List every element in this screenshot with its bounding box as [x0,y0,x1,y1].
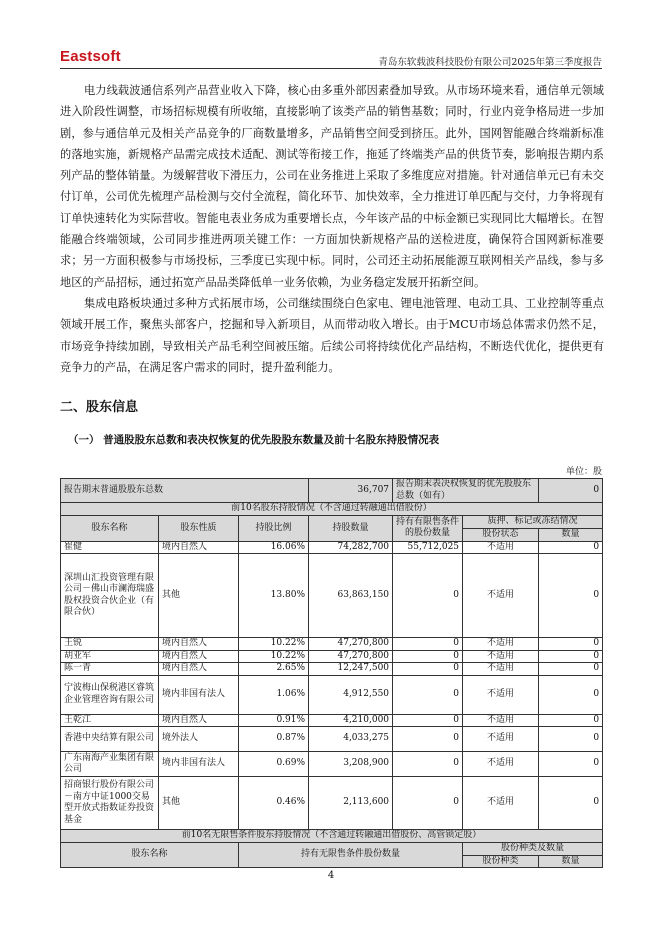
unrestricted-header-qty: 持有无限售条件股份数量 [239,843,463,868]
company-logo: Eastsoft [60,48,121,65]
pledge-quantity: 0 [539,650,603,663]
pledge-quantity: 0 [539,541,603,554]
restricted-shares: 0 [393,777,463,830]
shareholding-quantity: 4,912,550 [309,675,393,714]
pledge-quantity: 0 [539,675,603,714]
shareholding-ratio: 0.46% [239,777,309,830]
table-row [61,777,603,830]
table-row [61,675,603,714]
header-pledge-status: 股份状态 [463,529,539,542]
preferred-shareholders-label: 报告期末表决权恢复的优先股股东总数（如有） [393,479,539,503]
shareholder-name: 宁波梅山保税港区睿筑企业管理咨询有限公司 [61,675,159,714]
shareholder-name: 香港中央结算有限公司 [61,727,159,752]
summary-row [61,479,603,503]
restricted-shares: 0 [393,663,463,676]
shareholder-name: 广东南海产业集团有限公司 [61,752,159,777]
pledge-quantity: 0 [539,714,603,727]
shareholder-nature: 境内自然人 [159,650,239,663]
header-restricted: 持有有限售条件的股份数量 [393,516,463,542]
header-ratio: 持股比例 [239,516,309,542]
section-subtitle: （一） 普通股股东总数和表决权恢复的优先股股东数量及前十名股东持股情况表 [68,434,440,446]
pledge-status: 不适用 [463,541,539,554]
shareholding-ratio: 2.65% [239,663,309,676]
shareholding-quantity: 3,208,900 [309,752,393,777]
pledge-status: 不适用 [463,777,539,830]
shareholder-nature: 境内非国有法人 [159,675,239,714]
table-row [61,554,603,638]
preferred-shareholders-value: 0 [539,479,603,503]
table-row [61,727,603,752]
shareholder-table [60,478,603,868]
table-row [61,752,603,777]
pledge-quantity: 0 [539,554,603,638]
shareholding-ratio: 0.69% [239,752,309,777]
page-header [60,44,602,69]
paragraph-integrated-circuit: 集成电路板块通过多种方式拓展市场，公司继续围绕白色家电、锂电池管理、电动工具、工业控制等重点领域开展工作，聚焦头部客户，挖掘和导入新项目，从而带动收入增长。由于MCU市场总体需求仍然不足，市场竞争持续加剧，导致相关产品毛利空间被压缩。后续公司将持续优化产品结构，不断迭代优化，提供更有竞争力的产品，在满足客户需求的同时，提升盈利能力。 [60,297,604,374]
shareholder-name: 陈一青 [61,663,159,676]
table-row [61,663,603,676]
shareholding-quantity: 47,270,800 [309,638,393,651]
shareholding-ratio: 16.06% [239,541,309,554]
report-title: 青岛东软载波科技股份有限公司2025年第三季度报告 [378,57,602,68]
shareholder-nature: 其他 [159,777,239,830]
header-name: 股东名称 [61,516,159,542]
header-quantity: 持股数量 [309,516,393,542]
pledge-status: 不适用 [463,554,539,638]
unrestricted-header-row [61,843,603,856]
shareholder-nature: 境内非国有法人 [159,752,239,777]
table-row [61,638,603,651]
unrestricted-header-type: 股份种类 [463,855,539,868]
pledge-quantity: 0 [539,752,603,777]
shareholding-quantity: 74,282,700 [309,541,393,554]
page-number: 4 [327,870,335,881]
unrestricted-title-row [61,830,603,843]
pledge-status: 不适用 [463,663,539,676]
unrestricted-header-name: 股东名称 [61,843,239,868]
pledge-quantity: 0 [539,727,603,752]
shareholding-quantity: 4,033,275 [309,727,393,752]
header-pledge-group: 质押、标记或冻结情况 [463,516,603,529]
restricted-shares: 0 [393,675,463,714]
shareholding-ratio: 0.91% [239,714,309,727]
shareholding-quantity: 47,270,800 [309,650,393,663]
shareholding-ratio: 10.22% [239,650,309,663]
shareholder-name: 深圳山汇投资管理有限公司－佛山市澜海瑞盛股权投资合伙企业（有限合伙） [61,554,159,638]
shareholder-nature: 境内自然人 [159,714,239,727]
restricted-shares: 55,712,025 [393,541,463,554]
section-title: 二、股东信息 [60,400,139,415]
paragraph-power-line-carrier: 电力线载波通信系列产品营业收入下降，核心由多重外部因素叠加导致。从市场环境来看，通信单元领域进入阶段性调整，市场招标规模有所收缩，直接影响了该类产品的销售基数；同时，行业内竞争格局进一步加剧，参与通信单元及相关产品竞争的厂商数量增多，产品销售空间受到挤压。此外，国网智能融合终端新标准的落地实施，新规格产品需完成技术适配、测试等衔接工作，拖延了终端类产品的供货节奏，影响报告期内系列产品的整体销量。为缓解营收下滑压力，公司在业务推进上采取了多维度应对措施。针对通信单元已有未交付订单，公司优先梳理产品检测与交付全流程，简化环节、加快效率，全力推进订单匹配与交付，力争将现有订单快速转化为实际营收。智能电表业务成为重要增长点，今年该产品的中标金额已实现同比大幅增长。在智能融合终端领域，公司同步推进两项关键工作：一方面加快新规格产品的送检进度，确保符合国网新标准要求；另一方面积极参与市场投标，三季度已实现中标。同时，公司还主动拓展能源互联网相关产品线，参与多地区的产品招标，通过拓宽产品品类降低单一业务依赖，为业务稳定发展开拓新空间。 [60,84,604,289]
shareholder-name: 王锐 [61,638,159,651]
pledge-quantity: 0 [539,638,603,651]
header-row [61,516,603,529]
pledge-status: 不适用 [463,650,539,663]
header-nature: 股东性质 [159,516,239,542]
unrestricted-title: 前10名无限售条件股东持股情况（不含通过转融通出借股份、高管锁定股） [61,830,603,843]
table-row [61,650,603,663]
restricted-shares: 0 [393,752,463,777]
restricted-shares: 0 [393,554,463,638]
total-shareholders-value: 36,707 [309,479,393,503]
shareholder-nature: 其他 [159,554,239,638]
table-row [61,714,603,727]
pledge-status: 不适用 [463,714,539,727]
shareholding-ratio: 13.80% [239,554,309,638]
top10-title: 前10名股东持股情况（不含通过转融通出借股份） [61,503,603,516]
unit-label: 单位：股 [565,467,602,477]
unrestricted-header-type-group: 股份种类及数量 [463,843,603,856]
shareholder-nature: 境内自然人 [159,663,239,676]
header-pledge-qty: 数量 [539,529,603,542]
shareholder-name: 王乾江 [61,714,159,727]
unrestricted-header-type-qty: 数量 [539,855,603,868]
top10-title-row [61,503,603,516]
restricted-shares: 0 [393,638,463,651]
pledge-status: 不适用 [463,638,539,651]
shareholding-ratio: 10.22% [239,638,309,651]
restricted-shares: 0 [393,650,463,663]
shareholder-nature: 境内自然人 [159,541,239,554]
pledge-quantity: 0 [539,777,603,830]
shareholder-name: 招商银行股份有限公司－南方中证1000交易型开放式指数证券投资基金 [61,777,159,830]
shareholding-ratio: 0.87% [239,727,309,752]
total-shareholders-label: 报告期末普通股股东总数 [61,479,309,503]
pledge-status: 不适用 [463,752,539,777]
shareholding-quantity: 2,113,600 [309,777,393,830]
shareholding-ratio: 1.06% [239,675,309,714]
pledge-status: 不适用 [463,675,539,714]
shareholding-quantity: 4,210,000 [309,714,393,727]
shareholder-name: 胡亚军 [61,650,159,663]
restricted-shares: 0 [393,714,463,727]
shareholding-quantity: 12,247,500 [309,663,393,676]
shareholding-quantity: 63,863,150 [309,554,393,638]
table-row [61,541,603,554]
pledge-status: 不适用 [463,727,539,752]
shareholder-nature: 境内自然人 [159,638,239,651]
restricted-shares: 0 [393,727,463,752]
pledge-quantity: 0 [539,663,603,676]
shareholder-nature: 境外法人 [159,727,239,752]
shareholder-name: 崔健 [61,541,159,554]
